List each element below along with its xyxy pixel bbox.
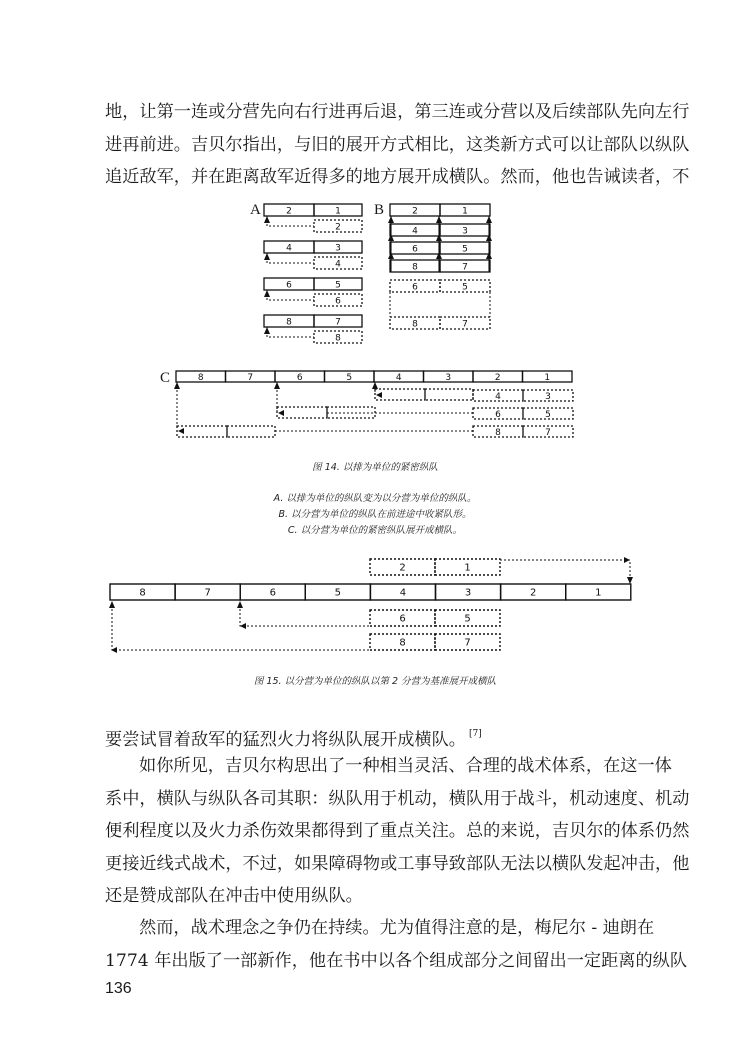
- f15-col-cell-label: 5: [464, 613, 471, 625]
- c-arrow: [372, 382, 378, 389]
- b-old-cell-label: 8: [412, 319, 418, 330]
- text-line: 要尝试冒着敌军的猛烈火力将纵队展开成横队。 [7]: [105, 729, 482, 750]
- f15-top-cell-label: 1: [464, 562, 471, 574]
- a-cell-label: 3: [335, 243, 341, 254]
- f15-arrow: [627, 577, 633, 584]
- a-moved-cell-label: 2: [335, 222, 341, 233]
- b-arrow: [436, 234, 442, 241]
- c-line-cell-label: 8: [197, 373, 204, 383]
- a-cell-label: 4: [286, 243, 292, 254]
- a-arrow: [264, 253, 270, 260]
- f15-line-cell-label: 1: [595, 587, 602, 599]
- a-cell-label: 1: [335, 206, 341, 217]
- text-line: 追近敌军，并在距离敌军近得多的地方展开成横队。然而，他也告诫读者，不: [105, 167, 690, 187]
- c-ghost-cell-box: [177, 426, 227, 437]
- footnote-reference[interactable]: [7]: [468, 729, 482, 739]
- paragraph-2: [105, 750, 690, 913]
- c-line-cell-label: 2: [494, 373, 501, 383]
- f15-line-cell-label: 8: [139, 587, 146, 599]
- c-arrow: [278, 410, 284, 416]
- b-cell-label: 1: [462, 206, 468, 217]
- a-moved-cell-label: 8: [335, 333, 341, 344]
- f15-line-cell-label: 7: [204, 587, 211, 599]
- b-arrow: [486, 252, 492, 259]
- text-line: 1774 年出版了一部新作，他在书中以各个组成部分之间留出一定距离的纵队: [105, 950, 688, 971]
- f15-path: [500, 560, 630, 580]
- f15-line-cell-label: 5: [334, 587, 342, 599]
- b-old-cell-label: 6: [412, 282, 418, 293]
- text-line: 进再前进。吉贝尔指出，与旧的展开方式相比，这类新方式可以让部队以纵队: [105, 134, 690, 155]
- c-ghost-cell-box: [277, 407, 327, 418]
- f15-path: [240, 605, 370, 626]
- f15-arrow: [109, 601, 115, 608]
- f15-col-cell-label: 7: [464, 637, 471, 649]
- figure15-diagram: [0, 550, 750, 680]
- figure14-note-a: A. 以排为单位的纵队变为以分营为单位的纵队。: [273, 493, 477, 504]
- a-cell-label: 5: [335, 280, 341, 291]
- c-col-cell-label: 3: [545, 392, 551, 402]
- paragraph-3: [105, 912, 688, 977]
- figure14-note-c: C. 以分营为单位的紧密纵队展开成横队。: [287, 525, 463, 536]
- c-ghost-cell-box: [227, 426, 275, 437]
- b-cell-label: 2: [412, 206, 418, 217]
- b-cell-label: 7: [462, 262, 468, 273]
- c-arrow: [174, 382, 180, 389]
- a-cell-label: 7: [335, 317, 341, 328]
- a-cell-label: 8: [286, 317, 292, 328]
- a-movement-path: [267, 290, 314, 300]
- c-col-cell-label: 6: [495, 410, 501, 420]
- c-col-cell-label: 4: [495, 392, 501, 402]
- b-arrow: [486, 216, 492, 223]
- f15-col-cell-label: 6: [399, 613, 406, 625]
- f15-line-cell-label: 2: [529, 587, 537, 599]
- c-line-cell-label: 1: [544, 373, 551, 383]
- text-line: 还是赞成部队在冲击中使用纵队。: [105, 886, 363, 906]
- figure14-note-b: B. 以分营为单位的纵队在前进途中收紧队形。: [278, 509, 472, 520]
- text-line: 然而，战术理念之争仍在持续。尤为值得注意的是，梅尼尔 - 迪朗在: [139, 918, 655, 938]
- b-cell-label: 8: [412, 262, 418, 273]
- a-arrow: [264, 216, 270, 223]
- b-arrow: [436, 216, 442, 223]
- b-arrow: [388, 216, 394, 223]
- c-line-cell-label: 5: [346, 373, 353, 383]
- a-arrow: [264, 290, 270, 297]
- b-old-cell-label: 5: [462, 282, 468, 293]
- c-line-cell-label: 3: [445, 373, 452, 383]
- c-ghost-cell-box: [375, 389, 425, 400]
- text-line: 系中，横队与纵队各司其职：纵队用于机动，横队用于战斗，机动速度、机动: [105, 788, 690, 809]
- a-cell-label: 2: [286, 206, 292, 217]
- b-old-cell-label: 7: [462, 319, 468, 330]
- b-cell-label: 6: [412, 244, 418, 255]
- text-line: 地，让第一连或分营先向右行进再后退，第三连或分营以及后续部队先向左行: [105, 102, 690, 122]
- figure14-label-a: A: [250, 202, 261, 218]
- a-moved-cell-label: 6: [335, 296, 341, 307]
- a-movement-path: [267, 327, 314, 337]
- c-ghost-cell-box: [425, 389, 473, 400]
- a-arrow: [264, 327, 270, 334]
- c-col-cell-label: 5: [545, 410, 551, 420]
- a-movement-path: [267, 216, 314, 226]
- text-line: 如你所见，吉贝尔构思出了一种相当灵活、合理的战术体系，在这一体: [139, 756, 672, 776]
- figure15-caption: 图 15. 以分营为单位的纵队以第 2 分营为基准展开成横队: [253, 676, 497, 687]
- f15-arrow: [240, 623, 246, 629]
- f15-arrow: [237, 601, 243, 608]
- b-arrow: [486, 234, 492, 241]
- a-movement-path: [267, 253, 314, 263]
- b-cell-label: 3: [462, 226, 468, 237]
- c-line-cell-label: 6: [296, 373, 303, 383]
- a-cell-label: 6: [286, 280, 292, 291]
- figure14-label-b: B: [374, 202, 385, 218]
- c-col-cell-label: 8: [495, 428, 501, 438]
- c-line-cell-label: 4: [395, 373, 402, 383]
- c-line-cell-label: 7: [247, 373, 254, 383]
- f15-col-cell-label: 8: [399, 637, 406, 649]
- b-arrow: [436, 252, 442, 259]
- b-arrow: [388, 252, 394, 259]
- b-arrow: [388, 234, 394, 241]
- f15-path: [112, 605, 370, 650]
- a-moved-cell-label: 4: [335, 259, 341, 270]
- f15-arrow: [111, 647, 117, 653]
- b-cell-label: 4: [412, 226, 418, 237]
- page-number: 136: [105, 980, 132, 997]
- text-line: 更接近线式战术，不过，如果障碍物或工事导致部队无法以横队发起冲击，他: [105, 853, 690, 874]
- c-arrow: [376, 392, 382, 398]
- figure14-diagram: [0, 0, 750, 450]
- f15-line-cell-label: 6: [269, 587, 276, 599]
- b-cell-label: 5: [462, 244, 468, 255]
- f15-line-cell-label: 3: [464, 587, 472, 599]
- figure14-caption: 图 14. 以排为单位的紧密纵队: [312, 462, 438, 473]
- c-arrow: [178, 428, 184, 434]
- text-line: 便利程度以及火力杀伤效果都得到了重点关注。总的来说，吉贝尔的体系仍然: [105, 821, 690, 841]
- f15-top-cell-label: 2: [399, 562, 406, 574]
- figure14-label-c: C: [160, 370, 171, 386]
- f15-arrow: [624, 557, 630, 563]
- f15-line-cell-label: 4: [399, 587, 407, 599]
- c-col-cell-label: 7: [545, 428, 551, 438]
- c-arrow: [274, 382, 280, 389]
